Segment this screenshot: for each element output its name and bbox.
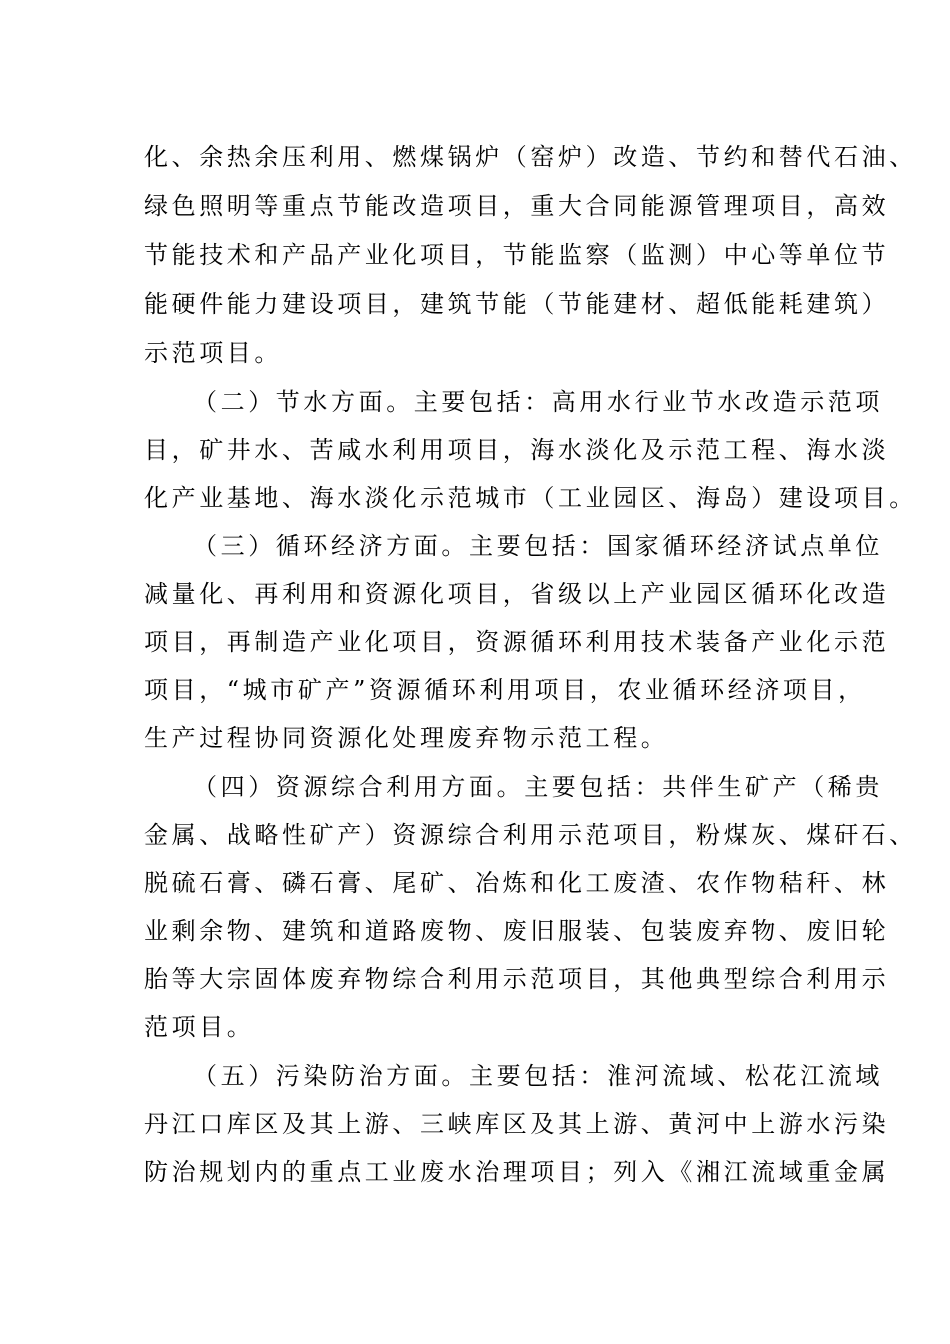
paragraph-5-first-line: （五）污染防治方面。主要包括：淮河流域、松花江流域: [193, 1062, 883, 1090]
text-line-19: 范项目。: [144, 1013, 255, 1041]
text-line-12: 项目，“城市矿产”资源循环利用项目，农业循环经济项目，: [144, 676, 866, 704]
text-line-5: 示范项目。: [144, 339, 282, 367]
paragraph-3-first-line: （三）循环经济方面。主要包括：国家循环经济试点单位: [193, 532, 883, 560]
text-line-4: 能硬件能力建设项目，建筑节能（节能建材、超低能耗建筑）: [144, 290, 890, 318]
text-line-2: 绿色照明等重点节能改造项目，重大合同能源管理项目，高效: [144, 192, 890, 220]
text-line-3: 节能技术和产品产业化项目，节能监察（监测）中心等单位节: [144, 241, 890, 269]
text-line-8: 化产业基地、海水淡化示范城市（工业园区、海岛）建设项目。: [144, 484, 917, 512]
paragraph-2-first-line: （二）节水方面。主要包括：高用水行业节水改造示范项: [193, 388, 883, 416]
paragraph-4-first-line: （四）资源综合利用方面。主要包括：共伴生矿产（稀贵: [193, 773, 883, 801]
text-line-10: 减量化、再利用和资源化项目，省级以上产业园区循环化改造: [144, 580, 890, 608]
text-line-13: 生产过程协同资源化处理废弃物示范工程。: [144, 724, 669, 752]
text-line-15: 金属、战略性矿产）资源综合利用示范项目，粉煤灰、煤矸石、: [144, 821, 917, 849]
text-line-16: 脱硫石膏、磷石膏、尾矿、冶炼和化工废渣、农作物秸秆、林: [144, 869, 890, 897]
text-line-18: 胎等大宗固体废弃物综合利用示范项目，其他典型综合利用示: [144, 965, 890, 993]
text-line-17: 业剩余物、建筑和道路废物、废旧服装、包装废弃物、废旧轮: [144, 917, 890, 945]
text-line-22: 防治规划内的重点工业废水治理项目；列入《湘江流域重金属: [144, 1158, 890, 1186]
text-line-1: 化、余热余压利用、燃煤锅炉（窑炉）改造、节约和替代石油、: [144, 143, 917, 171]
text-line-11: 项目，再制造产业化项目，资源循环利用技术装备产业化示范: [144, 628, 890, 656]
text-line-7: 目，矿井水、苦咸水利用项目，海水淡化及示范工程、海水淡: [144, 436, 890, 464]
text-line-21: 丹江口库区及其上游、三峡库区及其上游、黄河中上游水污染: [144, 1110, 890, 1138]
